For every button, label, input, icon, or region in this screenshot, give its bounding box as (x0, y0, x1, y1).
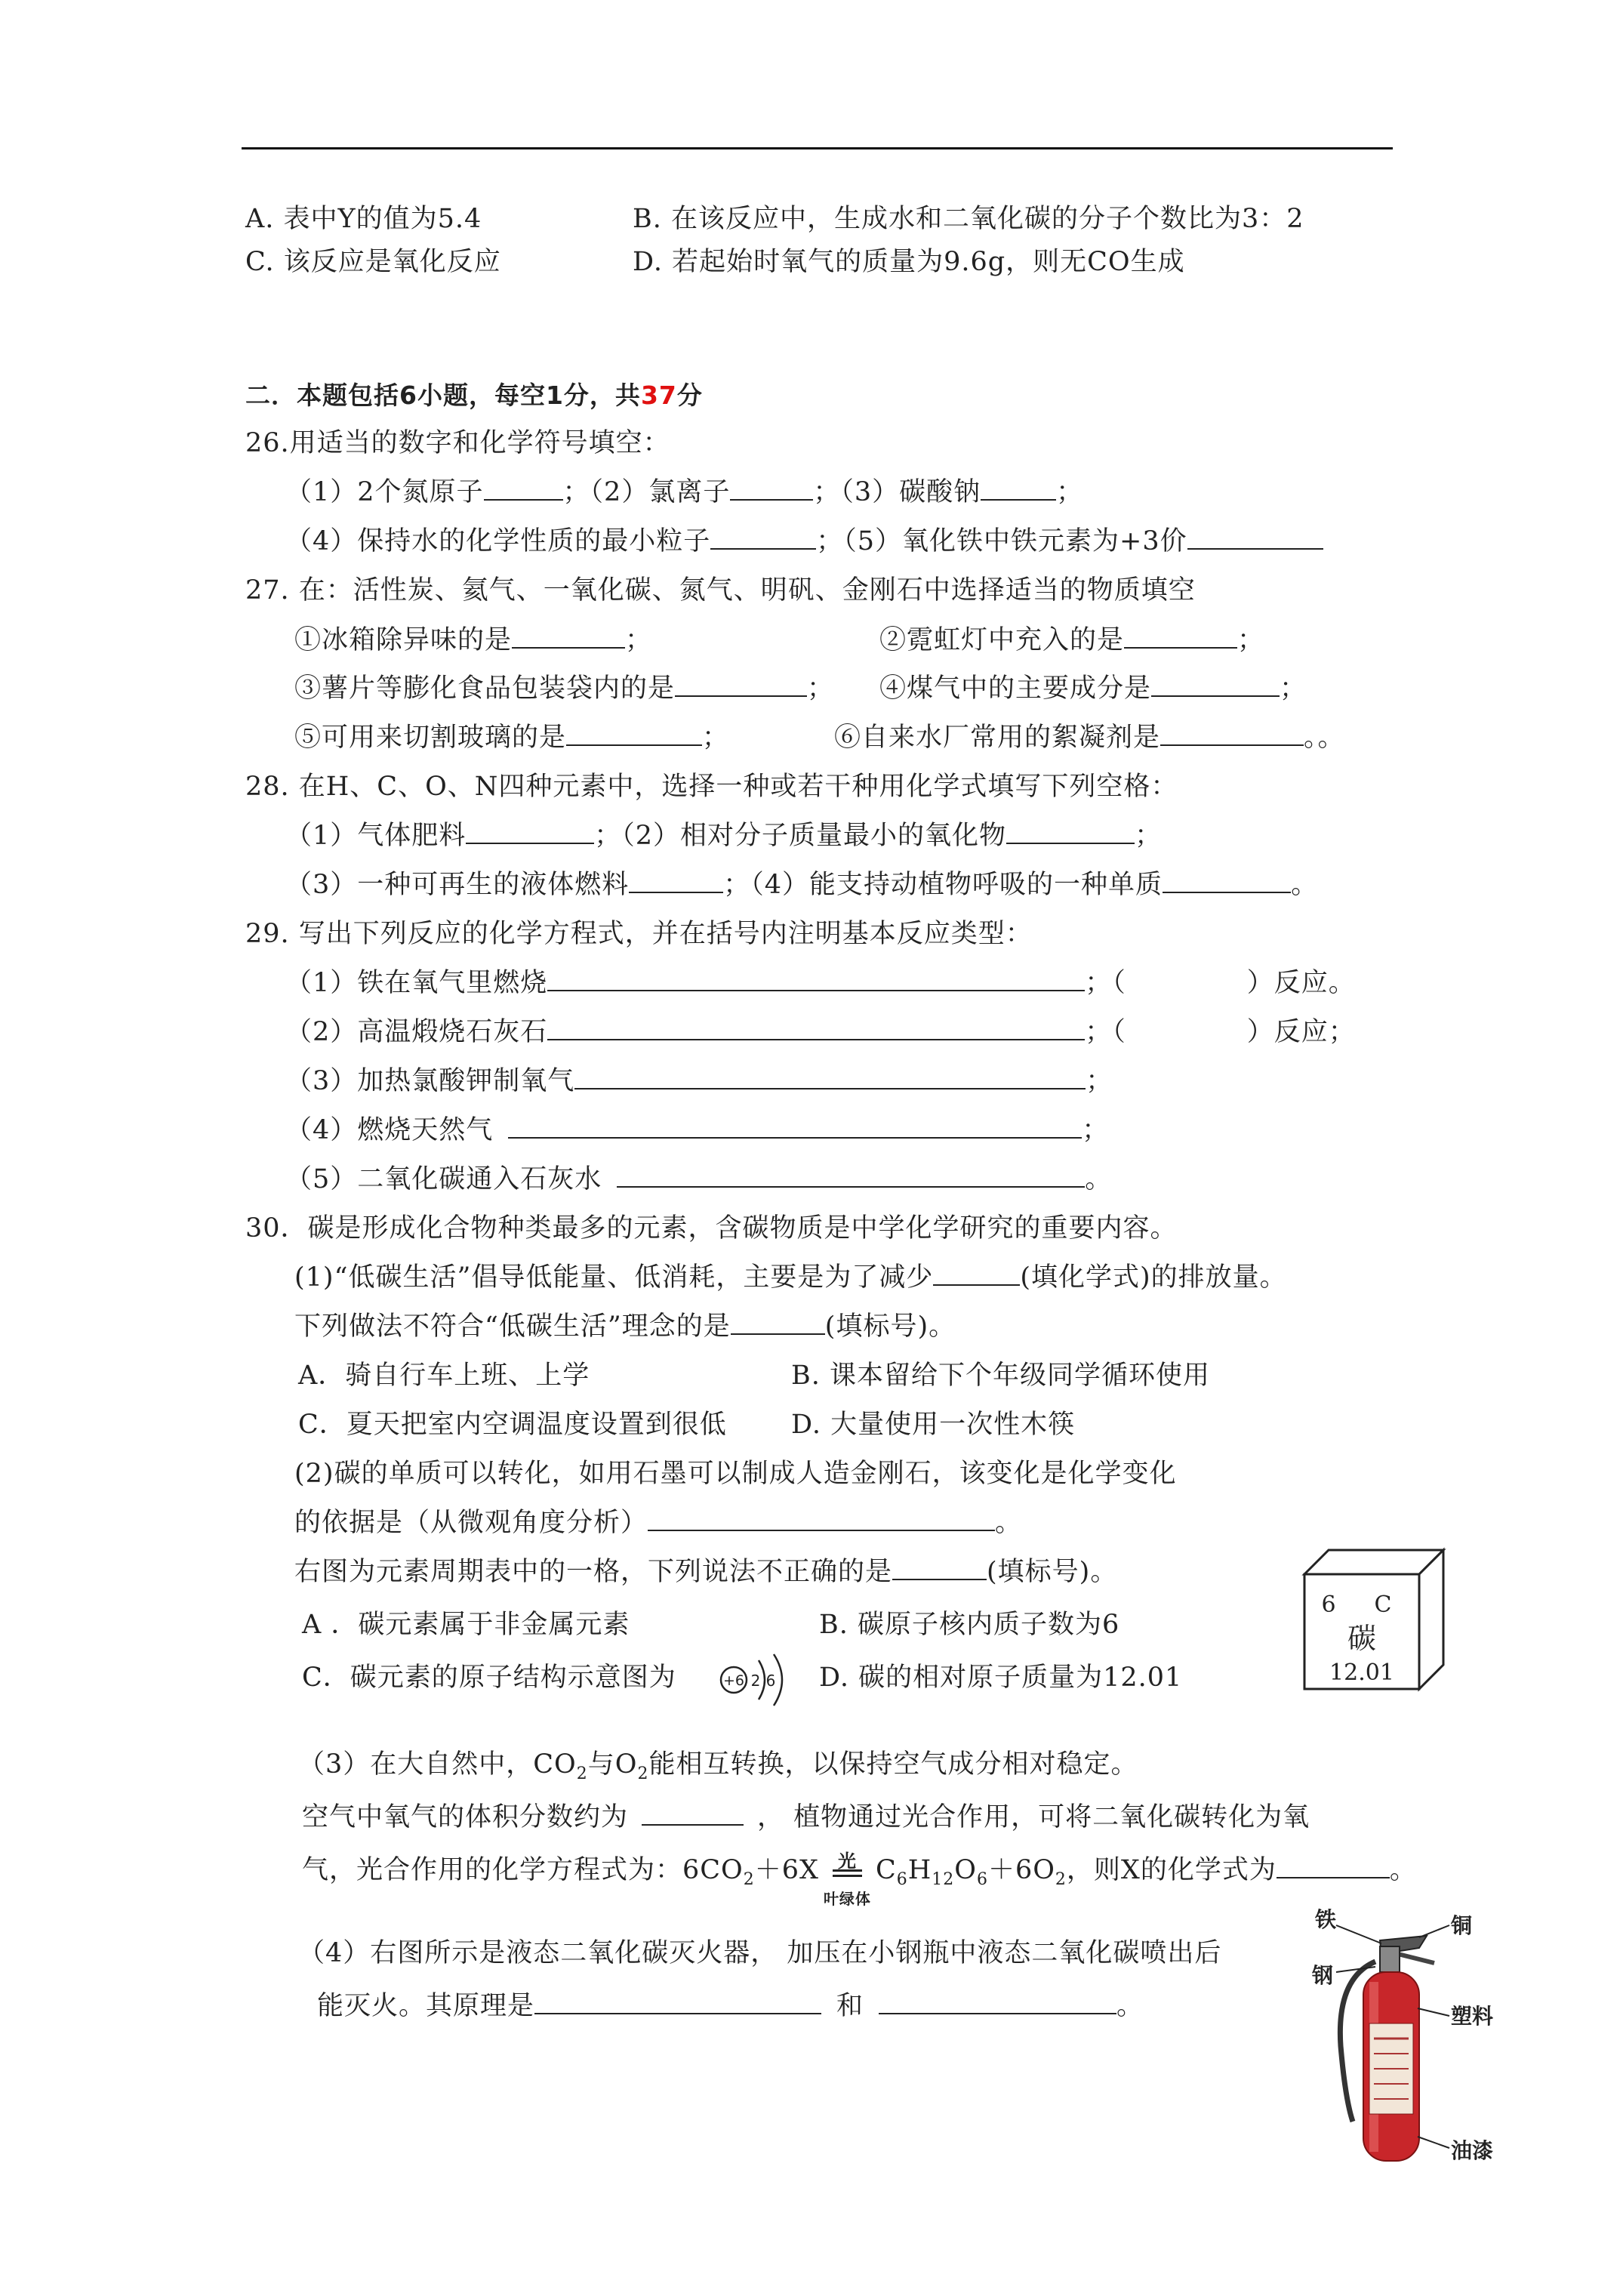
atom-nucleus-label: +6 (722, 1672, 745, 1689)
blank[interactable] (730, 476, 813, 501)
q30-part3-line1: （3）在大自然中，$CO_2$与$O_2$能相互转换，以保持空气成分相对稳定。 (298, 1749, 1138, 1783)
blank[interactable] (484, 476, 563, 501)
blank[interactable] (710, 525, 816, 550)
q29-reaction-2: （2）高温煅烧石灰石 ；（ ）反应； (285, 1017, 1356, 1047)
q30-option-b: B. 课本留给下个年级同学循环使用 (791, 1361, 1210, 1391)
blank[interactable] (466, 820, 594, 844)
element-symbol: C (1374, 1592, 1392, 1618)
q27-item4: ④煤气中的主要成分是 ； (879, 673, 1307, 704)
atom-shell1-count: 2 (750, 1672, 761, 1690)
condition-light: 光 (837, 1849, 857, 1872)
q26-stem: 26.用适当的数字和化学符号填空： (245, 428, 670, 458)
periodic-cell-figure (1298, 1544, 1449, 1691)
label-plastic: 塑料 (1451, 2004, 1494, 2029)
q26-line1: （1）2个氮原子 ；（2）氯离子 ；（3）碳酸钠 ； (285, 477, 1084, 507)
q30-choice-a: A ．碳元素属于非金属元素 (302, 1610, 630, 1640)
q29-reaction-5: （5）二氧化碳通入石灰水 。 (285, 1164, 1113, 1194)
blank[interactable] (1124, 624, 1237, 649)
q30-part2-line3: 右图为元素周期表中的一格，下列说法不正确的是 (填标号)。 (294, 1557, 1118, 1587)
q30-part3-line2: 空气中氧气的体积分数约为 ， 植物通过光合作用，可将二氧化碳转化为氧 (302, 1802, 1310, 1832)
section-heading: 二．本题包括6小题，每空1分，共37分 (245, 381, 703, 410)
blank[interactable] (547, 1016, 1085, 1040)
label-iron: 铁 (1315, 1907, 1337, 1932)
element-number: 6 (1321, 1592, 1336, 1618)
blank[interactable] (642, 1801, 744, 1826)
element-name: 碳 (1347, 1622, 1377, 1655)
q30-choice-d: D. 碳的相对原子质量为12.01 (819, 1663, 1183, 1693)
blank[interactable] (892, 1556, 987, 1580)
q27-stem: 27. 在：活性炭、氦气、一氧化碳、氮气、明矾、金刚石中选择适当的物质填空 (245, 575, 1196, 606)
header-rule (242, 147, 1393, 149)
blank[interactable] (547, 967, 1085, 991)
q30-choice-c: C．碳元素的原子结构示意图为 (302, 1663, 676, 1693)
q30-option-c: C．夏天把室内空调温度设置到很低 (298, 1410, 727, 1440)
q27-item6: ⑥自来水厂常用的絮凝剂是 。。 (834, 723, 1345, 753)
blank[interactable] (933, 1262, 1020, 1286)
q29-reaction-3: （3）加热氯酸钾制氧气 ； (285, 1066, 1113, 1096)
option-c: C. 该反应是氧化反应 (245, 247, 501, 277)
q27-item3: ③薯片等膨化食品包装袋内的是 ； (294, 673, 835, 704)
q30-part2-line2: 的依据是（从微观角度分析） 。 (294, 1508, 1023, 1538)
blank[interactable] (1006, 820, 1135, 844)
label-steel: 钢 (1312, 1963, 1334, 1988)
q26-line2: （4）保持水的化学性质的最小粒子 ；（5）氧化铁中铁元素为+3价 (285, 525, 1323, 558)
blank[interactable] (508, 1114, 1082, 1139)
q27-item2: ②霓虹灯中充入的是 ； (879, 625, 1265, 655)
q30-choice-b: B. 碳原子核内质子数为6 (819, 1610, 1120, 1640)
q30-part3-line3: 气，光合作用的化学方程式为：$6CO_2+6X$ 光 叶绿体 $C_6H_{12}O_6+6O_2$，则X的化学式为 。 (302, 1854, 1417, 1897)
atom-shell2-count: 6 (765, 1672, 776, 1690)
q28-line1: （1）气体肥料 ；（2）相对分子质量最小的氧化物 ； (285, 821, 1163, 851)
blank[interactable] (566, 722, 702, 746)
q30-part4-line1: （4）右图所示是液态二氧化碳灭火器， 加压在小钢瓶中液态二氧化碳喷出后 (298, 1938, 1222, 1968)
blank[interactable] (1151, 673, 1280, 697)
q29-reaction-4: （4）燃烧天然气 ； (285, 1115, 1110, 1145)
blank[interactable] (629, 869, 723, 893)
blank[interactable] (981, 476, 1056, 501)
blank[interactable] (617, 1163, 1085, 1188)
blank[interactable] (574, 1065, 1086, 1089)
blank[interactable] (1160, 722, 1304, 746)
section-score: 37 (640, 381, 677, 410)
blank[interactable] (534, 1990, 821, 2014)
carbon-atom-diagram (713, 1650, 796, 1710)
q30-part2-line1: (2)碳的单质可以转化，如用石墨可以制成人造金刚石，该变化是化学变化 (294, 1459, 1177, 1489)
label-paint: 油漆 (1451, 2138, 1494, 2163)
label-copper: 铜 (1451, 1913, 1473, 1938)
reaction-condition (819, 1849, 876, 1908)
element-mass: 12.01 (1329, 1660, 1394, 1686)
blank[interactable] (675, 673, 807, 697)
q30-part4-line2: 能灭火。其原理是 和 。 (317, 1991, 1144, 2021)
q28-line2: （3）一种可再生的液体燃料 ；（4）能支持动植物呼吸的一种单质 。 (285, 870, 1319, 900)
blank[interactable] (512, 624, 625, 649)
option-a: A. 表中Y的值为5.4 (245, 204, 482, 234)
fire-extinguisher-figure (1306, 1907, 1532, 2182)
q30-part1-line1: (1)“低碳生活”倡导低能量、低消耗，主要是为了减少 (填化学式)的排放量。 (294, 1262, 1287, 1293)
q27-item5: ⑤可用来切割玻璃的是 ； (294, 723, 730, 753)
q29-stem: 29. 写出下列反应的化学方程式，并在括号内注明基本反应类型： (245, 919, 1033, 949)
q30-option-d: D. 大量使用一次性木筷 (791, 1410, 1076, 1440)
option-b: B. 在该反应中，生成水和二氧化碳的分子个数比为3：2 (633, 204, 1304, 234)
blank[interactable] (1163, 869, 1291, 893)
q30-stem: 30．碳是形成化合物种类最多的元素，含碳物质是中学化学研究的重要内容。 (245, 1213, 1178, 1244)
option-d: D. 若起始时氧气的质量为9.6g，则无CO生成 (633, 247, 1185, 277)
blank[interactable] (648, 1507, 995, 1531)
blank[interactable] (1277, 1854, 1390, 1878)
blank[interactable] (879, 1990, 1116, 2014)
q30-option-a: A．骑自行车上班、上学 (298, 1361, 590, 1391)
blank[interactable] (1187, 525, 1323, 550)
blank[interactable] (731, 1311, 825, 1335)
q28-stem: 28. 在H、C、O、N四种元素中，选择一种或若干种用化学式填写下列空格： (245, 772, 1178, 802)
q27-item1: ①冰箱除异味的是 ； (294, 625, 653, 655)
q30-part1-line2: 下列做法不符合“低碳生活”理念的是 (填标号)。 (294, 1311, 956, 1342)
condition-chlorophyll: 叶绿体 (823, 1889, 871, 1908)
q29-reaction-1: （1）铁在氧气里燃烧 ；（ ）反应。 (285, 968, 1356, 998)
